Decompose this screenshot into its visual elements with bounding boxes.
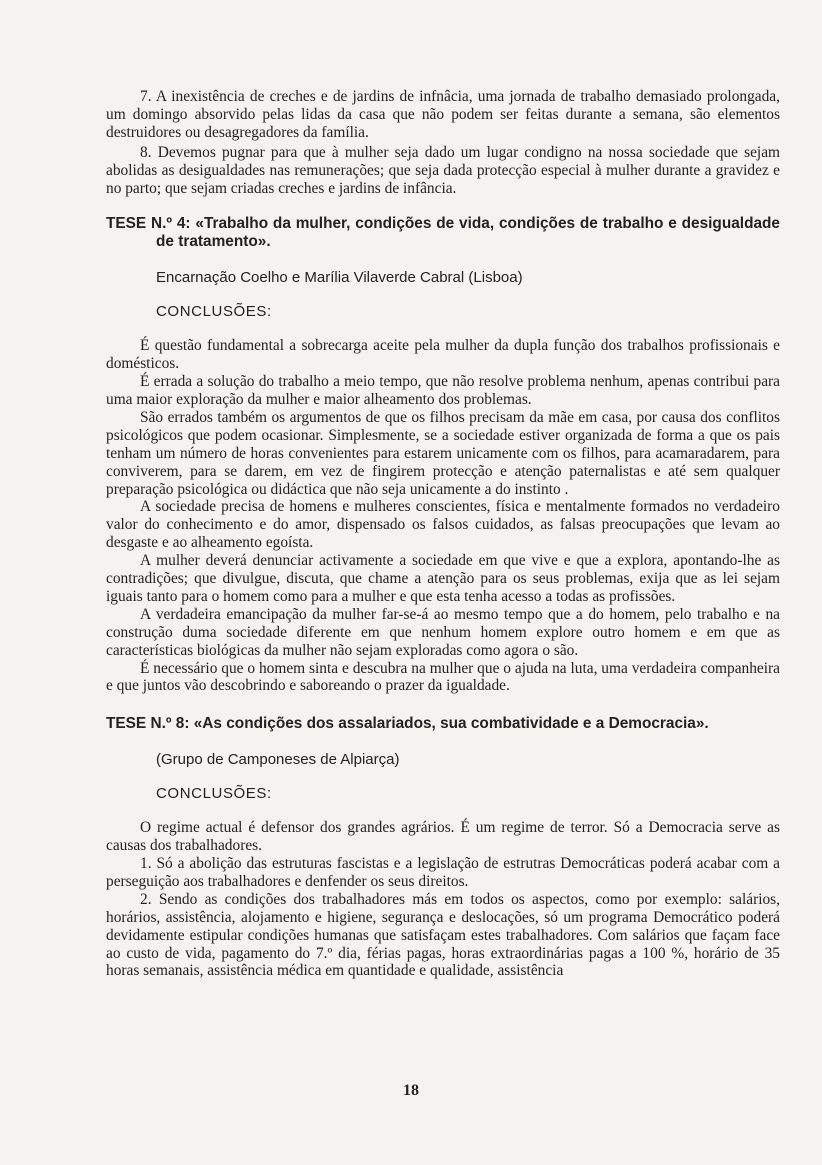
tese-4-title: TESE N.º 4: «Trabalho da mulher, condições de vida, condições de trabalho e desigualdade de tratamento».	[106, 215, 780, 251]
tese-4-paragraph: A mulher deverá denunciar activamente a sociedade em que vive e que a explora, apontando-lhe as contradições; que divulgue, discuta, que chame a atenção para os seus problemas, exija que as lei sejam iguais tanto para o homem como para a mulher e que esta tenha acesso a todas as profissões.	[106, 552, 780, 605]
tese-8-authors: (Grupo de Camponeses de Alpiarça)	[156, 751, 400, 769]
tese-4-paragraph: São errados também os argumentos de que os filhos precisam da mãe em casa, por causa dos conflitos psicológicos que podem ocasionar. Simplesmente, se a sociedade estiver organizada de forma a que os pais tenham um número de horas convenientes para estarem unicamente com os filhos, para acamaradarem, para conviverem, para se darem, em vez de fingirem protecção e atenção paternalistas e até sem qualquer preparação psicológica ou didáctica que não seja unicamente a do instinto .	[106, 408, 780, 498]
page-number: 18	[403, 1082, 419, 1099]
tese-8-item-1: 1. Só a abolição das estruturas fascistas e a legislação de estrutras Democráticas poderá acabar com a perseguição aos trabalhadores e denfender os seus direitos.	[106, 855, 780, 890]
tese-4-paragraph: É questão fundamental a sobrecarga aceite pela mulher da dupla função dos trabalhos profissionais e domésticos.	[106, 337, 780, 373]
tese-4-paragraph: A verdadeira emancipação da mulher far-se-á ao mesmo tempo que a do homem, pelo trabalho e na construção duma sociedade diferente em que nenhum homem explore outro homem e em que as características biológicas da mulher não sejam exploradas como agora o são.	[106, 605, 780, 659]
tese-4-paragraph: É necessário que o homem sinta e descubra na mulher que o ajuda na luta, uma verdadeira companheira e que juntos vão descobrindo e saboreando o prazer da igualdade.	[106, 659, 780, 695]
page-body	[106, 88, 780, 980]
paragraph-8: 8. Devemos pugnar para que à mulher seja dado um lugar condigno na nossa sociedade que sejam abolidas as desigualdades nas remunerações; que seja dada protecção especial à mulher durante a gravidez e no parto; que sejam criadas creches e jardins de infância.	[106, 143, 780, 197]
paragraph-7: 7. A inexistência de creches e de jardins de infnâcia, uma jornada de trabalho demasiado prolongada, um domingo absorvido pelas lidas da casa que não podem ser feitas durante a semana, são elementos destruidores ou desagregadores da família.	[106, 88, 780, 141]
tese-8-item-2: 2. Sendo as condições dos trabalhadores más em todos os aspectos, como por exemplo: salários, horários, assistência, alojamento e higiene, segurança e deslocações, só um programa Democrático poderá devidamente estipular condições humanas que satisfaçam estes trabalhadores. Com salários que façam face ao custo de vida, pagamento do 7.º dia, férias pagas, horas extraordinárias pagas a 100 %, horário de 35 horas semanais, assistência médica em quantidade e qualidade, assistência	[106, 890, 780, 980]
tese-8-title: TESE N.º 8: «As condições dos assalariados, sua combatividade e a Democracia».	[106, 715, 709, 733]
tese-4-paragraph: A sociedade precisa de homens e mulheres conscientes, física e mentalmente formados no verdadeiro valor do conhecimento e do amor, dispensado os falsos cuidados, as falsas preocupações que levam ao desgaste e ao alheamento egoísta.	[106, 498, 780, 552]
tese-4-paragraph: É errada a solução do trabalho a meio tempo, que não resolve problema nenhum, apenas contribui para uma maior exploração da mulher e maior alheamento dos problemas.	[106, 373, 780, 408]
tese-4-conclusions-heading: CONCLUSÕES:	[156, 303, 272, 321]
tese-4-authors: Encarnação Coelho e Marília Vilaverde Cabral (Lisboa)	[156, 269, 523, 287]
tese-8-intro: O regime actual é defensor dos grandes agrários. É um regime de terror. Só a Democracia serve as causas dos trabalhadores.	[106, 819, 780, 855]
tese-8-conclusions-heading: CONCLUSÕES:	[156, 785, 272, 803]
